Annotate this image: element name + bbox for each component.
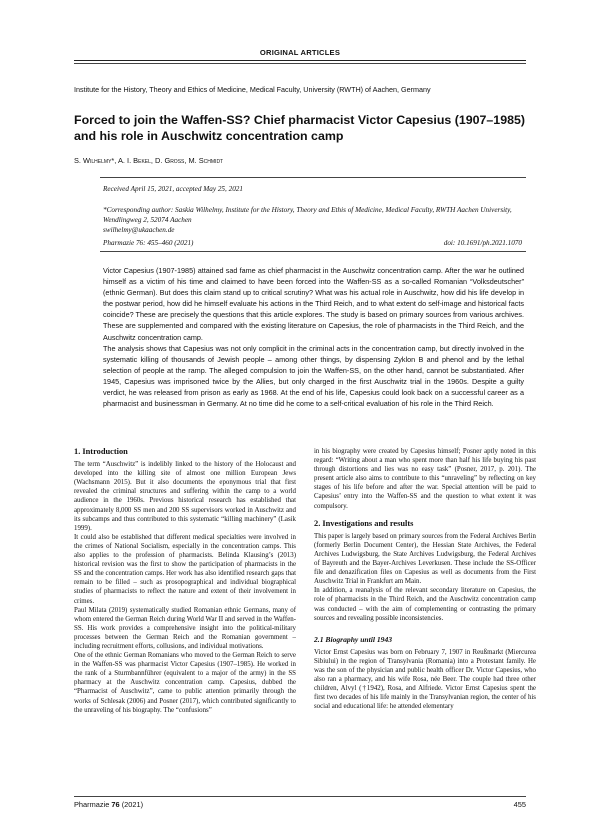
citation-line	[103, 238, 522, 248]
methods-paragraph-1: This paper is largely based on primary sources from the Federal Archives Berlin (formerly Berlin Document Center), the Hessian State Archives, the Federal Archives Ludwigsburg, the State Archives Ludwigsburg, the Federal Archives of Bayreuth and the Bayer-Archives Leverkusen. These include the SS-Officer file and denazification files on Capesius as well as documents from the First Auschwitz Trial in Frankfurt am Main.	[314, 532, 536, 586]
footer-journal-name: Pharmazie	[74, 800, 110, 809]
intro-paragraph-3: Paul Milata (2019) systematically studied Romanian ethnic Germans, many of whom entered the German Reich during World War II and served in the Waffen-SS. His work provides a comprehensive insight into the political-military processes between the German Reich and the Romanian government – including recruitment efforts, collusions, and individual motivations.	[74, 606, 296, 650]
abstract-paragraph-2: The analysis shows that Capesius was not only complicit in the criminal acts in the concentration camp, but directly involved in the systematic killing of thousands of Jewish people – among other things, by dispensing Zyklon B and phenol and by the lethal selection of people at the ramp. The alleged compulsion to join the Waffen-SS, on the other hand, cannot be substantiated. After 1945, Capesius was imprisoned twice by the Allies, but only charged in the first Auschwitz trial in the 1960s. Despite a guilty verdict, he was released from prison as early as 1968. At the end of his life, Capesius could look back on a successful career as a pharmacist and businessman in Germany. At no time did he come to a self-critical evaluation of his role in the Third Reich.	[103, 343, 524, 409]
meta-rule-top	[100, 177, 526, 178]
received-date: Received April 15, 2021, accepted May 25, 2021	[103, 185, 243, 193]
page-number: 455	[513, 800, 526, 809]
header-rule-thin	[74, 63, 526, 64]
citation: Pharmazie 76: 455–460 (2021)	[103, 239, 194, 247]
intro-paragraph-2: It could also be established that different medical specialties were involved in the crimes of National Socialism, especially in the concentration camps. This also applies to the profession of pharmacists. Belinda Klausing’s (2013) historical revision was the first to show the participation of pharmacists in the SS and the concentration camps. Her work has also identified research gaps that remain to be filled – such as prosopographical and individual biographical studies of pharmacists to reflect the nature and extent of their involvement in crimes.	[74, 533, 296, 605]
body-column-left	[74, 447, 296, 715]
header-rule	[74, 60, 526, 61]
footer-journal	[74, 800, 143, 809]
doi-link[interactable]: doi: 10.1691/ph.2021.1070	[443, 239, 522, 247]
biography-heading: 2.1 Biography until 1943	[314, 634, 393, 644]
corresponding-address: *Corresponding author: Saskia Wilhelmy, Institute for the History, Theory and Ethis of Medicine, Medical Faculty, RWTH Aachen University, Wendlingweg 2, 52074 Aachen	[103, 206, 512, 224]
corresponding-author	[103, 205, 522, 235]
body-column-right	[314, 447, 536, 711]
section-tag: ORIGINAL ARTICLES	[259, 48, 341, 57]
biography-paragraph-1: Victor Ernst Capesius was born on February 7, 1907 in Reußmarkt (Miercurea Sibiului) in the region of Transylvania (Romania) into a Protestant family. He was the son of the physician and public health officer Dr. Victor Capesius, who also ran a pharmacy, and his wife Rosa, née Beer. The couple had three other children, Alvyl (†1942), Rosa, and Alfriede. Victor Ernst Capesius spent the first two decades of his life mainly in the Transylvanian region, the center of his social and educational life: he attended elementary	[314, 648, 536, 711]
footer-year: (2021)	[121, 800, 144, 809]
methods-paragraph-2: In addition, a reanalysis of the relevant secondary literature on Capesius, the role of pharmacists in the Third Reich, and the Auschwitz concentration camp was conducted – with the aim of complementing or contrasting the primary sources and revealing possible inconsistencies.	[314, 587, 536, 622]
intro-paragraph-4: One of the ethnic German Romanians who moved to the German Reich to serve in the Waffen-SS was pharmacist Victor Capesius (1907–1985). He worked in the rank of a Sturmbannführer (equivalent to a major of the army) in the SS pharmacy at the Auschwitz concentration camp. Capesius, dubbed the “Pharmacist of Auschwitz”, came to public attention primarily through the works of Schlesak (2006) and Posner (2017), which contributed significantly to the unraveling of his biography. The “confusions”	[74, 652, 296, 714]
right-paragraph-1: in his biography were created by Capesius himself; Posner aptly noted in this regard: “Writing about a man who spent more than half his life buying his past through distortions and lies was no easy task” (Posner, 2017, p. 201). The present article also aims to contribute to this “unraveling” by reflecting on key stages of his life before and after the war. Special attention will be paid to Capesius’ entry into the Waffen-SS and the question to what extent it was compulsory.	[314, 448, 536, 510]
footer-rule	[74, 796, 526, 797]
intro-paragraph-1: The term “Auschwitz” is indelibly linked to the history of the Holocaust and developed into the killing site of almost one million European Jews (Wachsmann 2015). But it also documents the eponymous trial that first revealed the criminal structures and suffering within the camp to a world audience in the 1960s. Previous historical research has established that approximately 8,000 SS men and 200 SS supervisors worked in Auschwitz and its subcamps and thus contributed to this systematic “killing machinery” (Lasik 1999).	[74, 461, 296, 532]
abstract	[103, 265, 524, 409]
article-title: Forced to join the Waffen-SS? Chief pharmacist Victor Capesius (1907–1985) and his role in Auschwitz concentration camp	[74, 113, 525, 143]
abstract-paragraph-1: Victor Capesius (1907-1985) attained sad fame as chief pharmacist in the Auschwitz concentration camp. After the war he outlined himself as a victim of his time and claimed to have been forced into the Waffen-SS as a so-called Romanian “Volksdeutscher” (ethnic German). But does this claim stand up to critical scrutiny? What was his actual role in Auschwitz, how did his life develop in the postwar period, how did he himself evaluate his actions in the Third Reich, and to what extent do self-image and historical facts coincide? These are precisely the questions that this article explores. The study is based on primary sources from various archives. These are supplemented and compared with the existing literature on Capesius, the role of pharmacists in the Third Reich, and the Auschwitz concentration camp.	[103, 266, 524, 342]
introduction-heading: 1. Introduction	[74, 447, 128, 456]
affiliation: Institute for the History, Theory and Ethics of Medicine, Medical Faculty, University (RWTH) of Aachen, Germany	[74, 85, 431, 94]
corresponding-email[interactable]: swilhelmy@ukaachen.de	[103, 226, 175, 234]
meta-rule-bottom	[100, 251, 526, 252]
methods-heading: 2. Investigations and results	[314, 518, 414, 528]
footer-volume: 76	[111, 800, 120, 809]
author-list: S. Wilhelmy*, A. I. Bekel, D. Gross, M. Schmidt	[74, 156, 224, 165]
